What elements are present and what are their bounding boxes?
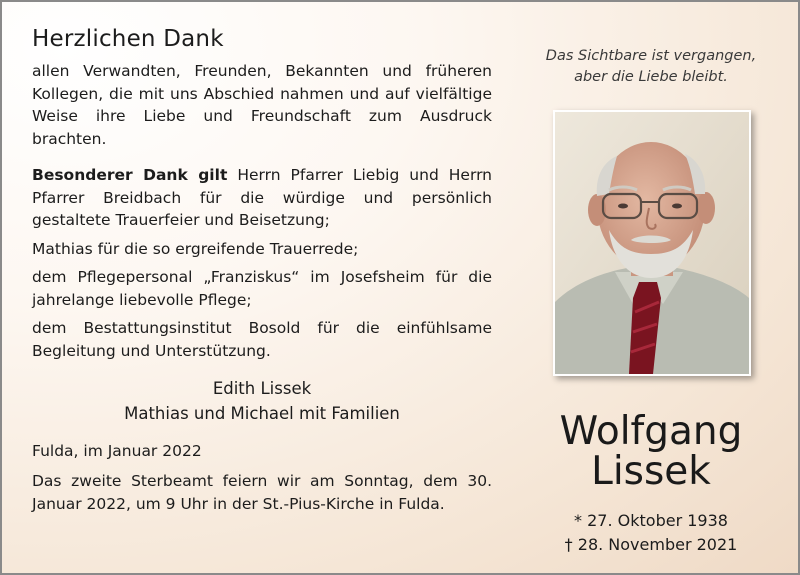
quote-line-2: aber die Liebe bleibt. [574,69,728,85]
signature-line-2: Mathias und Michael mit Familien [124,404,400,423]
memorial-column [522,2,780,575]
death-date: † 28. November 2021 [564,535,738,554]
intro-text: allen Verwandten, Freunden, Bekannten und früheren Kollegen, die mit uns Abschied nahmen und auf vielfältige Weise ihre Liebe und Freundschaft zum Ausdruck brachten. [32,62,492,148]
memorial-quote [522,46,780,88]
thanks-item-clergy [32,164,492,232]
signature [32,376,492,426]
birth-date: * 27. Oktober 1938 [574,511,728,530]
thanks-item-care: dem Pflegepersonal „Franziskus“ im Josefsheim für die jahrelange liebevolle Pflege; [32,268,492,309]
page-title: Herzlichen Dank [32,26,224,52]
thanks-item-speech: Mathias für die so ergreifende Trauerrede; [32,239,359,258]
life-dates [522,509,780,557]
quote-line-1: Das Sichtbare ist vergangen, [545,48,757,64]
thanks-item-funeral-home: dem Bestattungsinstitut Bosold für die einfühlsame Begleitung und Unterstützung. [32,319,492,360]
service-notice: Das zweite Sterbeamt feiern wir am Sonntag, dem 30. Januar 2022, um 9 Uhr in der St.-Pius-Kirche in Fulda. [32,472,492,513]
thanks-clergy-text: Herrn Pfarrer Liebig und Herrn Pfarrer Breidbach für die würdige und persönlich gestaltete Trauerfeier und Beisetzung; [32,166,492,229]
deceased-name [522,409,780,494]
place-date: Fulda, im Januar 2022 [32,442,202,460]
thanks-list [32,164,492,362]
thanks-column [32,26,492,515]
deceased-last-name: Lissek [591,449,711,494]
thanks-lead: Besonderer Dank gilt [32,166,228,184]
portrait-illustration [555,112,749,374]
deceased-first-name: Wolfgang [559,409,743,454]
portrait-photo [553,110,751,376]
signature-line-1: Edith Lissek [212,379,312,398]
